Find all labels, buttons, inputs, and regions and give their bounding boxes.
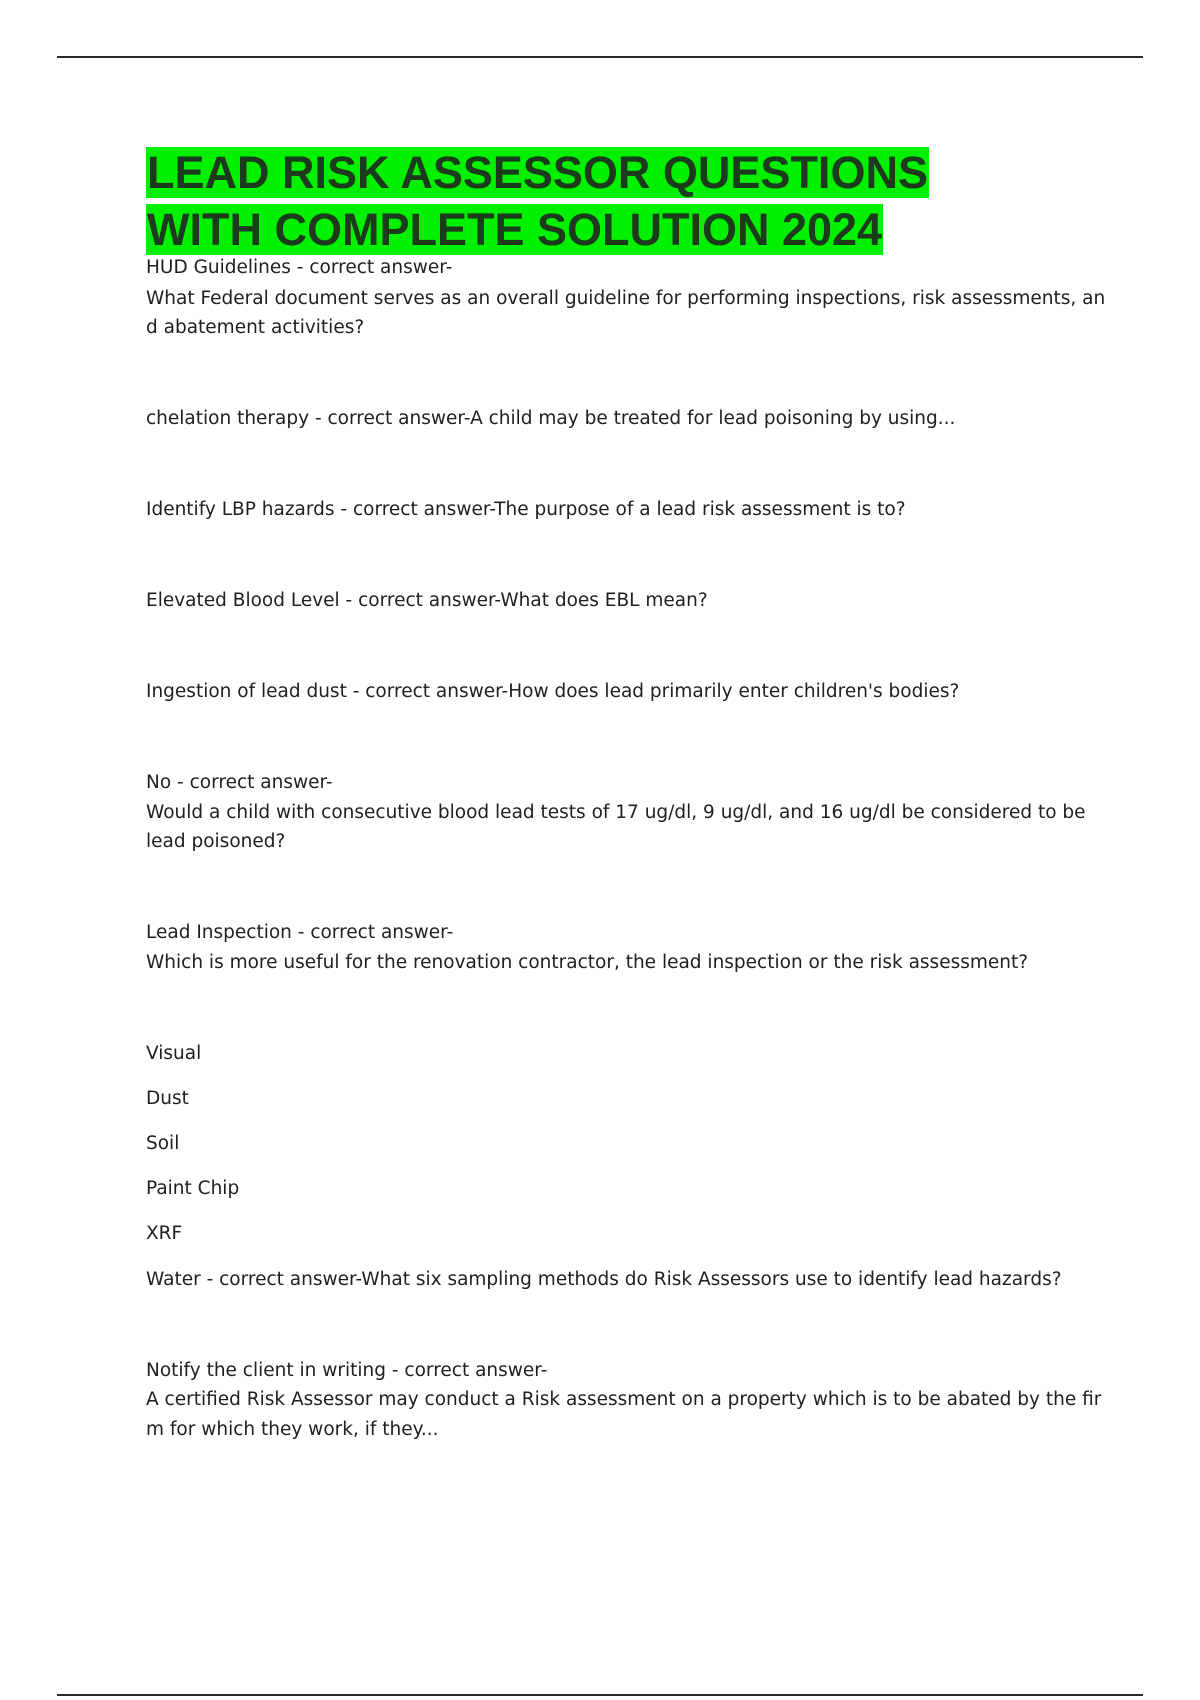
- top-rule: [57, 56, 1143, 58]
- question-federal-document-cont: d abatement activities?: [146, 317, 365, 338]
- question-federal-document: What Federal document serves as an overall guideline for performing inspections, risk assessments, an: [146, 288, 1106, 309]
- sampling-method-xrf: XRF: [146, 1223, 183, 1244]
- sampling-method-paint-chip: Paint Chip: [146, 1178, 240, 1199]
- answer-hud-guidelines: HUD Guidelines - correct answer-: [146, 257, 453, 278]
- qa-chelation-therapy: chelation therapy - correct answer-A child may be treated for lead poisoning by using...: [146, 408, 956, 429]
- sampling-method-visual: Visual: [146, 1043, 202, 1064]
- sampling-method-dust: Dust: [146, 1088, 189, 1109]
- question-renovation-contractor: Which is more useful for the renovation contractor, the lead inspection or the risk assessment?: [146, 952, 1029, 973]
- document-title: [146, 144, 1106, 258]
- bottom-rule: [57, 1694, 1143, 1696]
- title-line-2: WITH COMPLETE SOLUTION 2024: [147, 204, 883, 255]
- qa-elevated-blood-level: Elevated Blood Level - correct answer-What does EBL mean?: [146, 590, 708, 611]
- answer-lead-inspection: Lead Inspection - correct answer-: [146, 922, 454, 943]
- question-certified-risk-assessor: A certified Risk Assessor may conduct a Risk assessment on a property which is to be abated by the fir: [146, 1389, 1102, 1410]
- question-blood-lead-tests-cont: lead poisoned?: [146, 831, 286, 852]
- question-blood-lead-tests: Would a child with consecutive blood lead tests of 17 ug/dl, 9 ug/dl, and 16 ug/dl be considered to be: [146, 802, 1086, 823]
- qa-identify-lbp-hazards: Identify LBP hazards - correct answer-The purpose of a lead risk assessment is to?: [146, 499, 906, 520]
- qa-ingestion-of-lead-dust: Ingestion of lead dust - correct answer-How does lead primarily enter children's bodies?: [146, 681, 960, 702]
- qa-water-sampling-methods: Water - correct answer-What six sampling methods do Risk Assessors use to identify lead hazards?: [146, 1269, 1062, 1290]
- question-certified-risk-assessor-cont: m for which they work, if they...: [146, 1419, 439, 1440]
- answer-notify-client: Notify the client in writing - correct answer-: [146, 1360, 548, 1381]
- sampling-method-soil: Soil: [146, 1133, 180, 1154]
- title-line-1: LEAD RISK ASSESSOR QUESTIONS: [147, 147, 928, 198]
- answer-no: No - correct answer-: [146, 772, 333, 793]
